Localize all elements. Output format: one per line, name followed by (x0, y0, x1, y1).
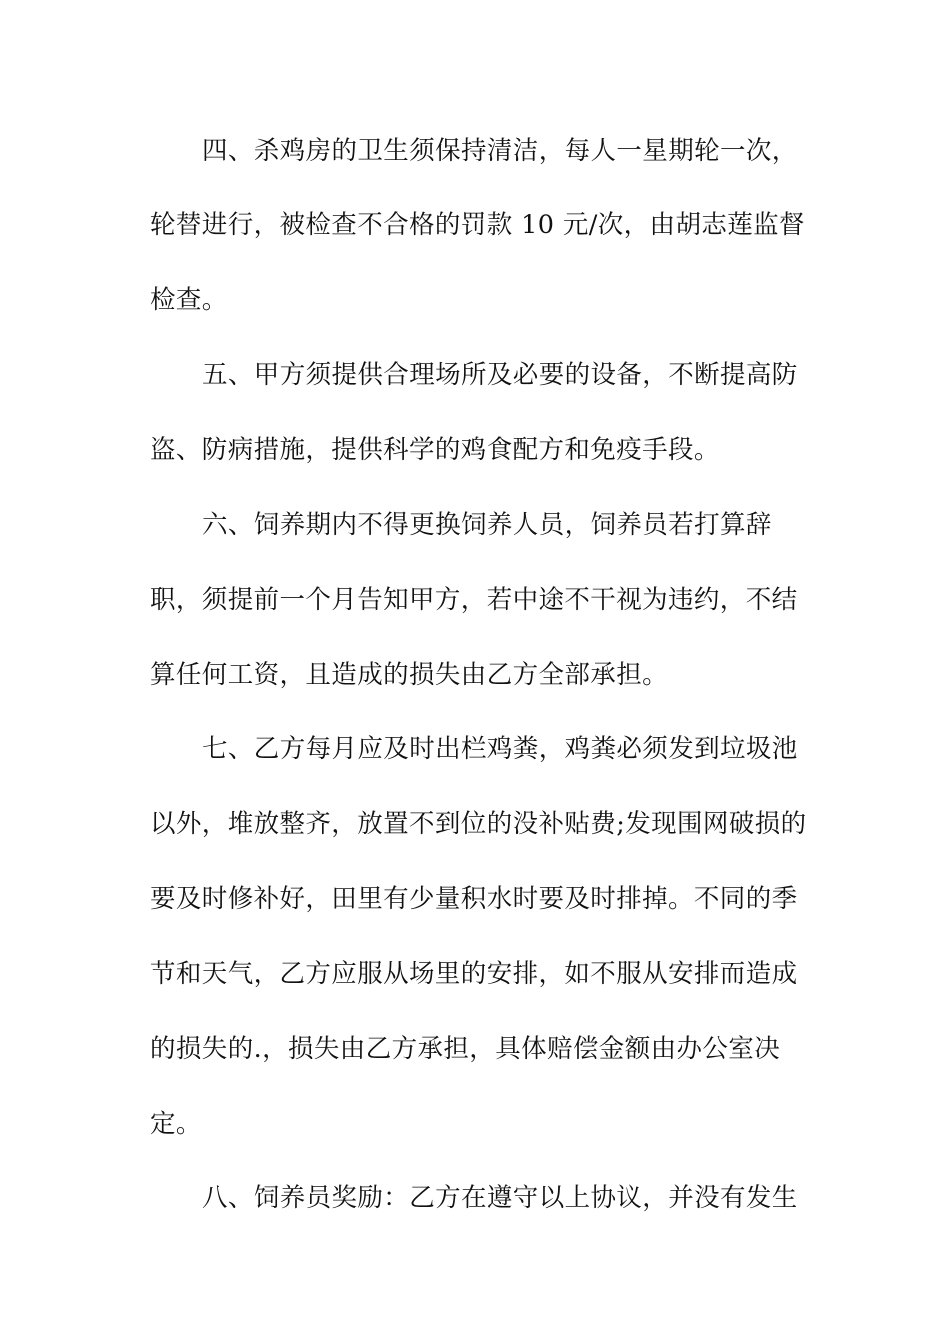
text-line: 七、乙方每月应及时出栏鸡粪，鸡粪必须发到垃圾池 (202, 734, 798, 764)
text-line: 以外，堆放整齐，放置不到位的没补贴费;发现围网破损的 (150, 809, 807, 839)
text-line: 要及时修补好，田里有少量积水时要及时排掉。不同的季 (150, 884, 798, 914)
text-line: 职，须提前一个月告知甲方，若中途不干视为违约，不结 (150, 585, 798, 615)
text-line: 的损失的.，损失由乙方承担，具体赔偿金额由办公室决 (150, 1034, 781, 1064)
text-line: 八、饲养员奖励：乙方在遵守以上协议，并没有发生 (202, 1183, 798, 1213)
text-line: 四、杀鸡房的卫生须保持清洁，每人一星期轮一次， (202, 136, 798, 166)
text-line: 盗、防病措施，提供科学的鸡食配方和免疫手段。 (150, 435, 720, 465)
text-line: 算任何工资，且造成的损失由乙方全部承担。 (150, 660, 669, 690)
text-line: 轮替进行，被检查不合格的罚款 10 元/次，由胡志莲监督 (150, 210, 805, 240)
text-line: 五、甲方须提供合理场所及必要的设备，不断提高防 (202, 360, 798, 390)
text-line: 节和天气，乙方应服从场里的安排，如不服从安排而造成 (150, 959, 798, 989)
text-line: 定。 (150, 1109, 202, 1139)
text-line: 六、饲养期内不得更换饲养人员，饲养员若打算辞 (202, 510, 772, 540)
text-line: 检查。 (150, 285, 228, 315)
